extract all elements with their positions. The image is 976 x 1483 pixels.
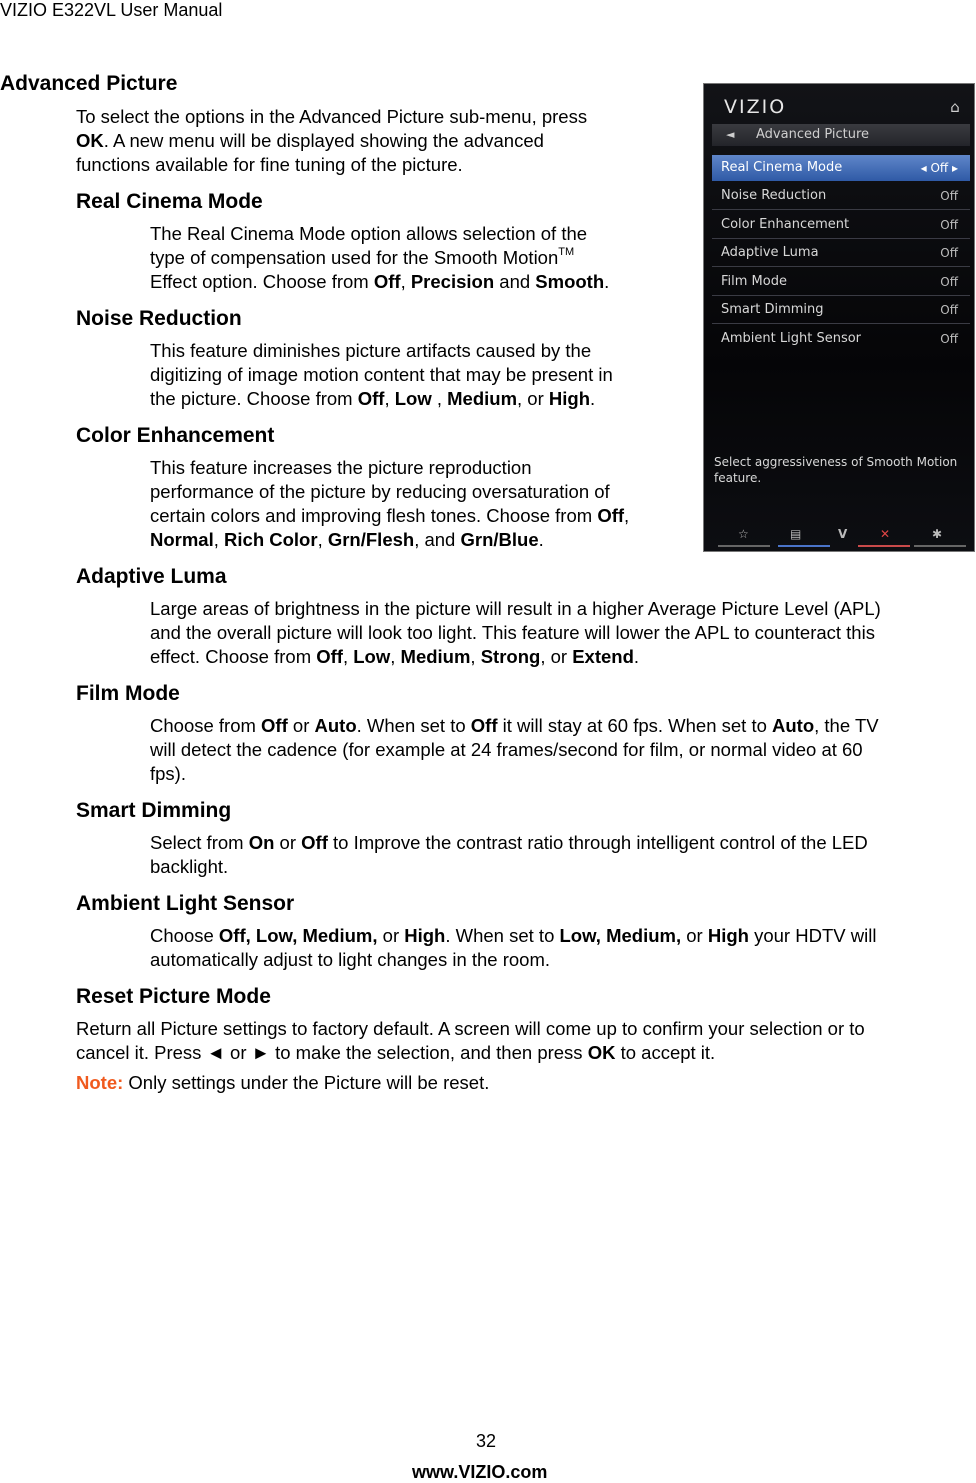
tv-menu-item-value: Off <box>940 189 958 203</box>
dimming-line-2: backlight. <box>150 856 229 877</box>
reset-line-1: Return all Picture settings to factory default. A screen will come up to confirm your selection or to <box>76 1018 865 1039</box>
footer-underline <box>858 545 910 547</box>
intro-line-3: functions available for fine tuning of the picture. <box>76 154 463 175</box>
color-line-1: This feature increases the picture reproduction <box>150 457 532 478</box>
favorite-icon: ☆ <box>738 527 749 541</box>
close-icon: ✕ <box>880 527 891 541</box>
tv-menu-item <box>712 183 970 210</box>
intro-line-2: OK. A new menu will be displayed showing the advanced <box>76 130 544 151</box>
section-heading-adaptive-luma: Adaptive Luma <box>76 565 227 588</box>
reset-line-2: cancel it. Press ◄ or ► to make the selection, and then press OK to accept it. <box>76 1042 716 1063</box>
ambient-line-1: Choose Off, Low, Medium, or High. When set to Low, Medium, or High your HDTV will <box>150 925 877 946</box>
tv-menu-screenshot <box>703 83 975 552</box>
tv-menu-item-value: Off <box>940 246 958 260</box>
section-heading-reset-picture: Reset Picture Mode <box>76 985 271 1008</box>
back-arrow-icon: ◄ <box>726 128 735 141</box>
tv-menu-item <box>712 326 970 352</box>
tv-menu-item-value: Off <box>940 332 958 346</box>
page-number: 32 <box>476 1431 497 1451</box>
vizio-v-icon: V <box>838 527 848 541</box>
settings-icon: ✱ <box>932 527 943 541</box>
tv-menu-footer <box>704 521 974 551</box>
running-header: VIZIO E322VL User Manual <box>0 0 223 20</box>
tv-menu-item-value: Off <box>940 303 958 317</box>
section-heading-noise-reduction: Noise Reduction <box>76 307 242 330</box>
adaptive-line-2: and the overall picture will look too light. This feature will lower the APL to counteract this <box>150 622 875 643</box>
tv-menu-item-label: Adaptive Luma <box>721 245 819 260</box>
noise-line-2: digitizing of image motion content that may be present in <box>150 364 613 385</box>
intro-line-1: To select the options in the Advanced Picture sub-menu, press <box>76 106 588 127</box>
color-line-4: Normal, Rich Color, Grn/Flesh, and Grn/Blue. <box>150 529 544 550</box>
noise-line-1: This feature diminishes picture artifacts caused by the <box>150 340 592 361</box>
footer-url: www.VIZIO.com <box>412 1462 548 1482</box>
footer-underline <box>718 545 770 547</box>
page-title: Advanced Picture <box>0 72 178 95</box>
noise-line-3: the picture. Choose from Off, Low , Medium, or High. <box>150 388 596 409</box>
section-heading-smart-dimming: Smart Dimming <box>76 799 232 822</box>
section-heading-real-cinema: Real Cinema Mode <box>76 190 263 213</box>
section-heading-ambient-light: Ambient Light Sensor <box>76 892 295 915</box>
tv-menu-item-label: Real Cinema Mode <box>721 160 843 175</box>
color-line-3: certain colors and improving flesh tones. Choose from Off, <box>150 505 630 526</box>
tv-menu-item <box>712 269 970 296</box>
tv-menu-item-label: Smart Dimming <box>721 302 824 317</box>
footer-underline <box>914 545 966 547</box>
real-cinema-line-3: Effect option. Choose from Off, Precision and Smooth. <box>150 271 610 292</box>
tv-menu-item <box>712 212 970 239</box>
tv-menu-item-label: Ambient Light Sensor <box>721 331 862 346</box>
film-line-3: fps). <box>150 763 186 784</box>
tv-menu-item-label: Noise Reduction <box>721 188 827 203</box>
reset-note: Note: Only settings under the Picture will be reset. <box>76 1072 490 1093</box>
vizio-logo: VIZIO <box>724 96 787 118</box>
ambient-line-2: automatically adjust to light changes in the room. <box>150 949 551 970</box>
tv-menu-item <box>712 240 970 267</box>
tv-menu-item-value: ◂ Off ▸ <box>920 161 958 175</box>
real-cinema-line-2: type of compensation used for the Smooth Motion™ <box>150 246 575 268</box>
section-heading-film-mode: Film Mode <box>76 682 180 705</box>
home-icon: ⌂ <box>950 98 960 116</box>
footer-underline <box>778 545 830 547</box>
real-cinema-line-1: The Real Cinema Mode option allows selection of the <box>150 223 588 244</box>
tv-menu-title: Advanced Picture <box>756 127 870 142</box>
tv-menu-item-value: Off <box>940 218 958 232</box>
input-icon: ▤ <box>790 527 802 541</box>
tv-menu-item-value: Off <box>940 275 958 289</box>
tv-menu-item-real-cinema <box>712 155 970 181</box>
tv-menu-item-label: Color Enhancement <box>721 217 850 232</box>
tv-menu-item <box>712 297 970 324</box>
tv-menu-item-label: Film Mode <box>721 274 787 289</box>
tv-menu-title-bar <box>712 124 970 146</box>
color-line-2: performance of the picture by reducing oversaturation of <box>150 481 610 502</box>
dimming-line-1: Select from On or Off to Improve the contrast ratio through intelligent control of the LED <box>150 832 868 853</box>
tv-menu-help-text: Select aggressiveness of Smooth Motion feature. <box>714 455 958 485</box>
adaptive-line-1: Large areas of brightness in the picture will result in a higher Average Picture Level (APL) <box>150 598 881 619</box>
adaptive-line-3: effect. Choose from Off, Low, Medium, Strong, or Extend. <box>150 646 640 667</box>
section-heading-color-enhancement: Color Enhancement <box>76 424 275 447</box>
film-line-1: Choose from Off or Auto. When set to Off it will stay at 60 fps. When set to Auto, the TV <box>150 715 879 736</box>
film-line-2: will detect the cadence (for example at 24 frames/second for film, or normal video at 60 <box>150 739 863 760</box>
